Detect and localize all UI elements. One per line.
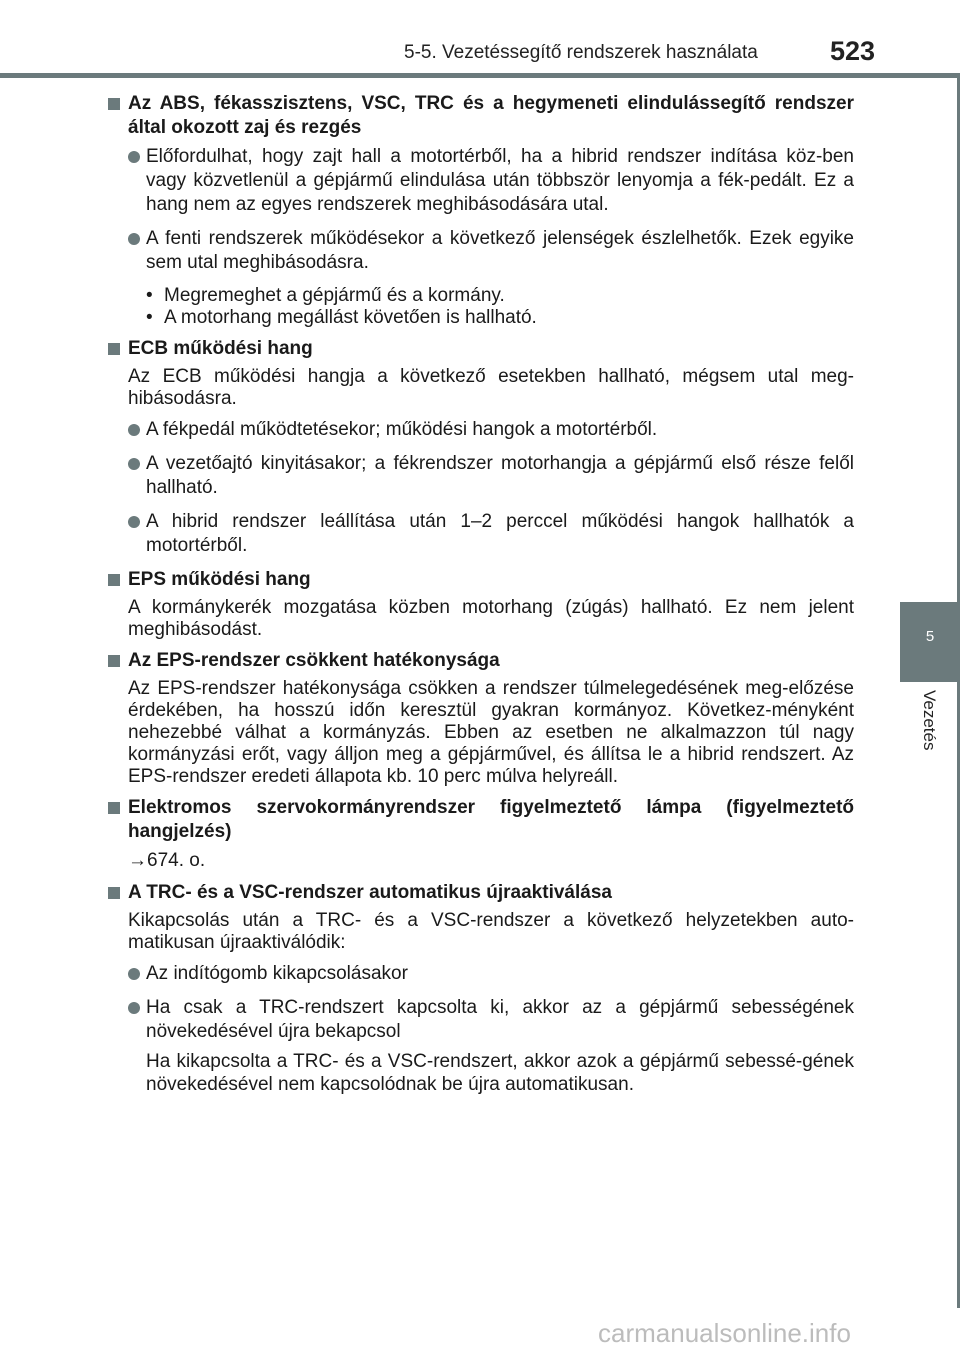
square-bullet-icon bbox=[108, 802, 120, 814]
list-item-text: Az indítógomb kikapcsolásakor bbox=[146, 963, 408, 984]
paragraph: Az EPS-rendszer hatékonysága csökken a rendszer túlmelegedésének meg-előzése érdekében, ha hosszú időn keresztül gyakran kormányoz. Következ-ményként nehezebbé válhat a kormányzás. Ebben az esetben ne alkalmazzon túl nagy kormányzási erőt, vagy álljon meg a gépjárművel, és állítsa le a hibrid rendszert. Az EPS-rendszer eredeti állapota kb. 10 perc múlva helyreáll. bbox=[128, 678, 854, 787]
round-bullet-icon bbox=[128, 1002, 140, 1014]
round-bullet-icon bbox=[128, 233, 140, 245]
list-item bbox=[108, 510, 854, 558]
square-bullet-icon bbox=[108, 343, 120, 355]
note-paragraph: Ha kikapcsolta a TRC- és a VSC-rendszert, akkor azok a gépjármű sebessé-gének növekedésével nem kapcsolódnak be újra automatikusan. bbox=[146, 1051, 854, 1095]
square-bullet-icon bbox=[108, 887, 120, 899]
sub-list-item-text: A motorhang megállást követően is hallható. bbox=[164, 307, 537, 328]
section-heading bbox=[108, 337, 854, 361]
section-heading bbox=[108, 881, 854, 905]
chapter-tab: 5 bbox=[900, 602, 960, 682]
sub-list bbox=[108, 285, 854, 329]
list-item-text: A vezetőajtó kinyitásakor; a fékrendszer motorhangja a gépjármű első része felől hallható. bbox=[146, 453, 854, 498]
heading-text: ECB működési hang bbox=[128, 338, 313, 359]
section-heading bbox=[108, 796, 854, 844]
heading-text: Az ABS, fékasszisztens, VSC, TRC és a hegymeneti elindulássegítő rendszer által okozott zaj és rezgés bbox=[128, 93, 854, 138]
list-item-text: A fékpedál működtetésekor; működési hangok a motortérből. bbox=[146, 419, 658, 440]
page-content bbox=[108, 92, 854, 1096]
round-bullet-icon bbox=[128, 516, 140, 528]
square-bullet-icon bbox=[108, 574, 120, 586]
header-divider bbox=[0, 73, 960, 78]
list-item bbox=[108, 418, 854, 442]
round-bullet-icon bbox=[128, 151, 140, 163]
round-bullet-icon bbox=[128, 968, 140, 980]
list-item-text: A fenti rendszerek működésekor a következő jelenségek észlelhetők. Ezek egyike sem utal meghibásodásra. bbox=[146, 228, 854, 273]
paragraph: A kormánykerék mozgatása közben motorhang (zúgás) hallható. Ez nem jelent meghibásodást. bbox=[128, 597, 854, 640]
heading-text: Elektromos szervokormányrendszer figyelmeztető lámpa (figyelmeztető hangjelzés) bbox=[128, 797, 854, 842]
header-section-title: 5-5. Vezetéssegítő rendszerek használata bbox=[404, 42, 758, 63]
list-item bbox=[108, 227, 854, 275]
sub-list-item-text: Megremeghet a gépjármű és a kormány. bbox=[164, 285, 505, 306]
section-heading bbox=[108, 649, 854, 673]
page-reference-link[interactable]: →674. o. bbox=[128, 850, 206, 871]
list-item-text: Ha csak a TRC-rendszert kapcsolta ki, akkor az a gépjármű sebességének növekedésével újra bekapcsol bbox=[146, 997, 854, 1042]
list-item-text: Előfordulhat, hogy zajt hall a motortérből, ha a hibrid rendszer indítása köz-ben vagy közvetlenül a gépjármű elindulása után többször lenyomja a fék-pedált. Ez a hang nem az egyes rendszerek meghibásodására utal. bbox=[146, 146, 854, 215]
section-eps-warning-lamp bbox=[108, 796, 854, 873]
section-heading bbox=[108, 92, 854, 140]
section-ecb-sound bbox=[108, 337, 854, 558]
list-item bbox=[108, 452, 854, 500]
small-bullet-icon: • bbox=[146, 285, 153, 306]
small-bullet-icon: • bbox=[146, 307, 153, 328]
heading-text: Az EPS-rendszer csökkent hatékonysága bbox=[128, 650, 500, 671]
round-bullet-icon bbox=[128, 424, 140, 436]
section-eps-efficiency bbox=[108, 649, 854, 788]
section-abs-noise bbox=[108, 92, 854, 329]
section-heading bbox=[108, 568, 854, 592]
page-number: 523 bbox=[830, 36, 876, 66]
list-item bbox=[108, 145, 854, 217]
sub-list-item bbox=[108, 285, 854, 307]
section-trc-vsc-reactivation bbox=[108, 881, 854, 1096]
paragraph: Kikapcsolás után a TRC- és a VSC-rendszer a következő helyzetekben auto-matikusan újraaktiválódik: bbox=[128, 910, 854, 953]
heading-text: A TRC- és a VSC-rendszer automatikus újraaktiválása bbox=[128, 882, 612, 903]
watermark: carmanualsonline.info bbox=[598, 1318, 851, 1348]
list-item bbox=[108, 996, 854, 1044]
chapter-label: Vezetés bbox=[920, 690, 939, 751]
section-eps-sound bbox=[108, 568, 854, 641]
paragraph: Az ECB működési hangja a következő esetekben hallható, mégsem utal meg-hibásodásra. bbox=[128, 366, 854, 409]
sub-list-item bbox=[108, 307, 854, 329]
list-item bbox=[108, 962, 854, 986]
heading-text: EPS működési hang bbox=[128, 569, 311, 590]
list-item-text: A hibrid rendszer leállítása után 1–2 perccel működési hangok hallhatók a motortérből. bbox=[146, 511, 854, 556]
square-bullet-icon bbox=[108, 98, 120, 110]
round-bullet-icon bbox=[128, 458, 140, 470]
square-bullet-icon bbox=[108, 655, 120, 667]
